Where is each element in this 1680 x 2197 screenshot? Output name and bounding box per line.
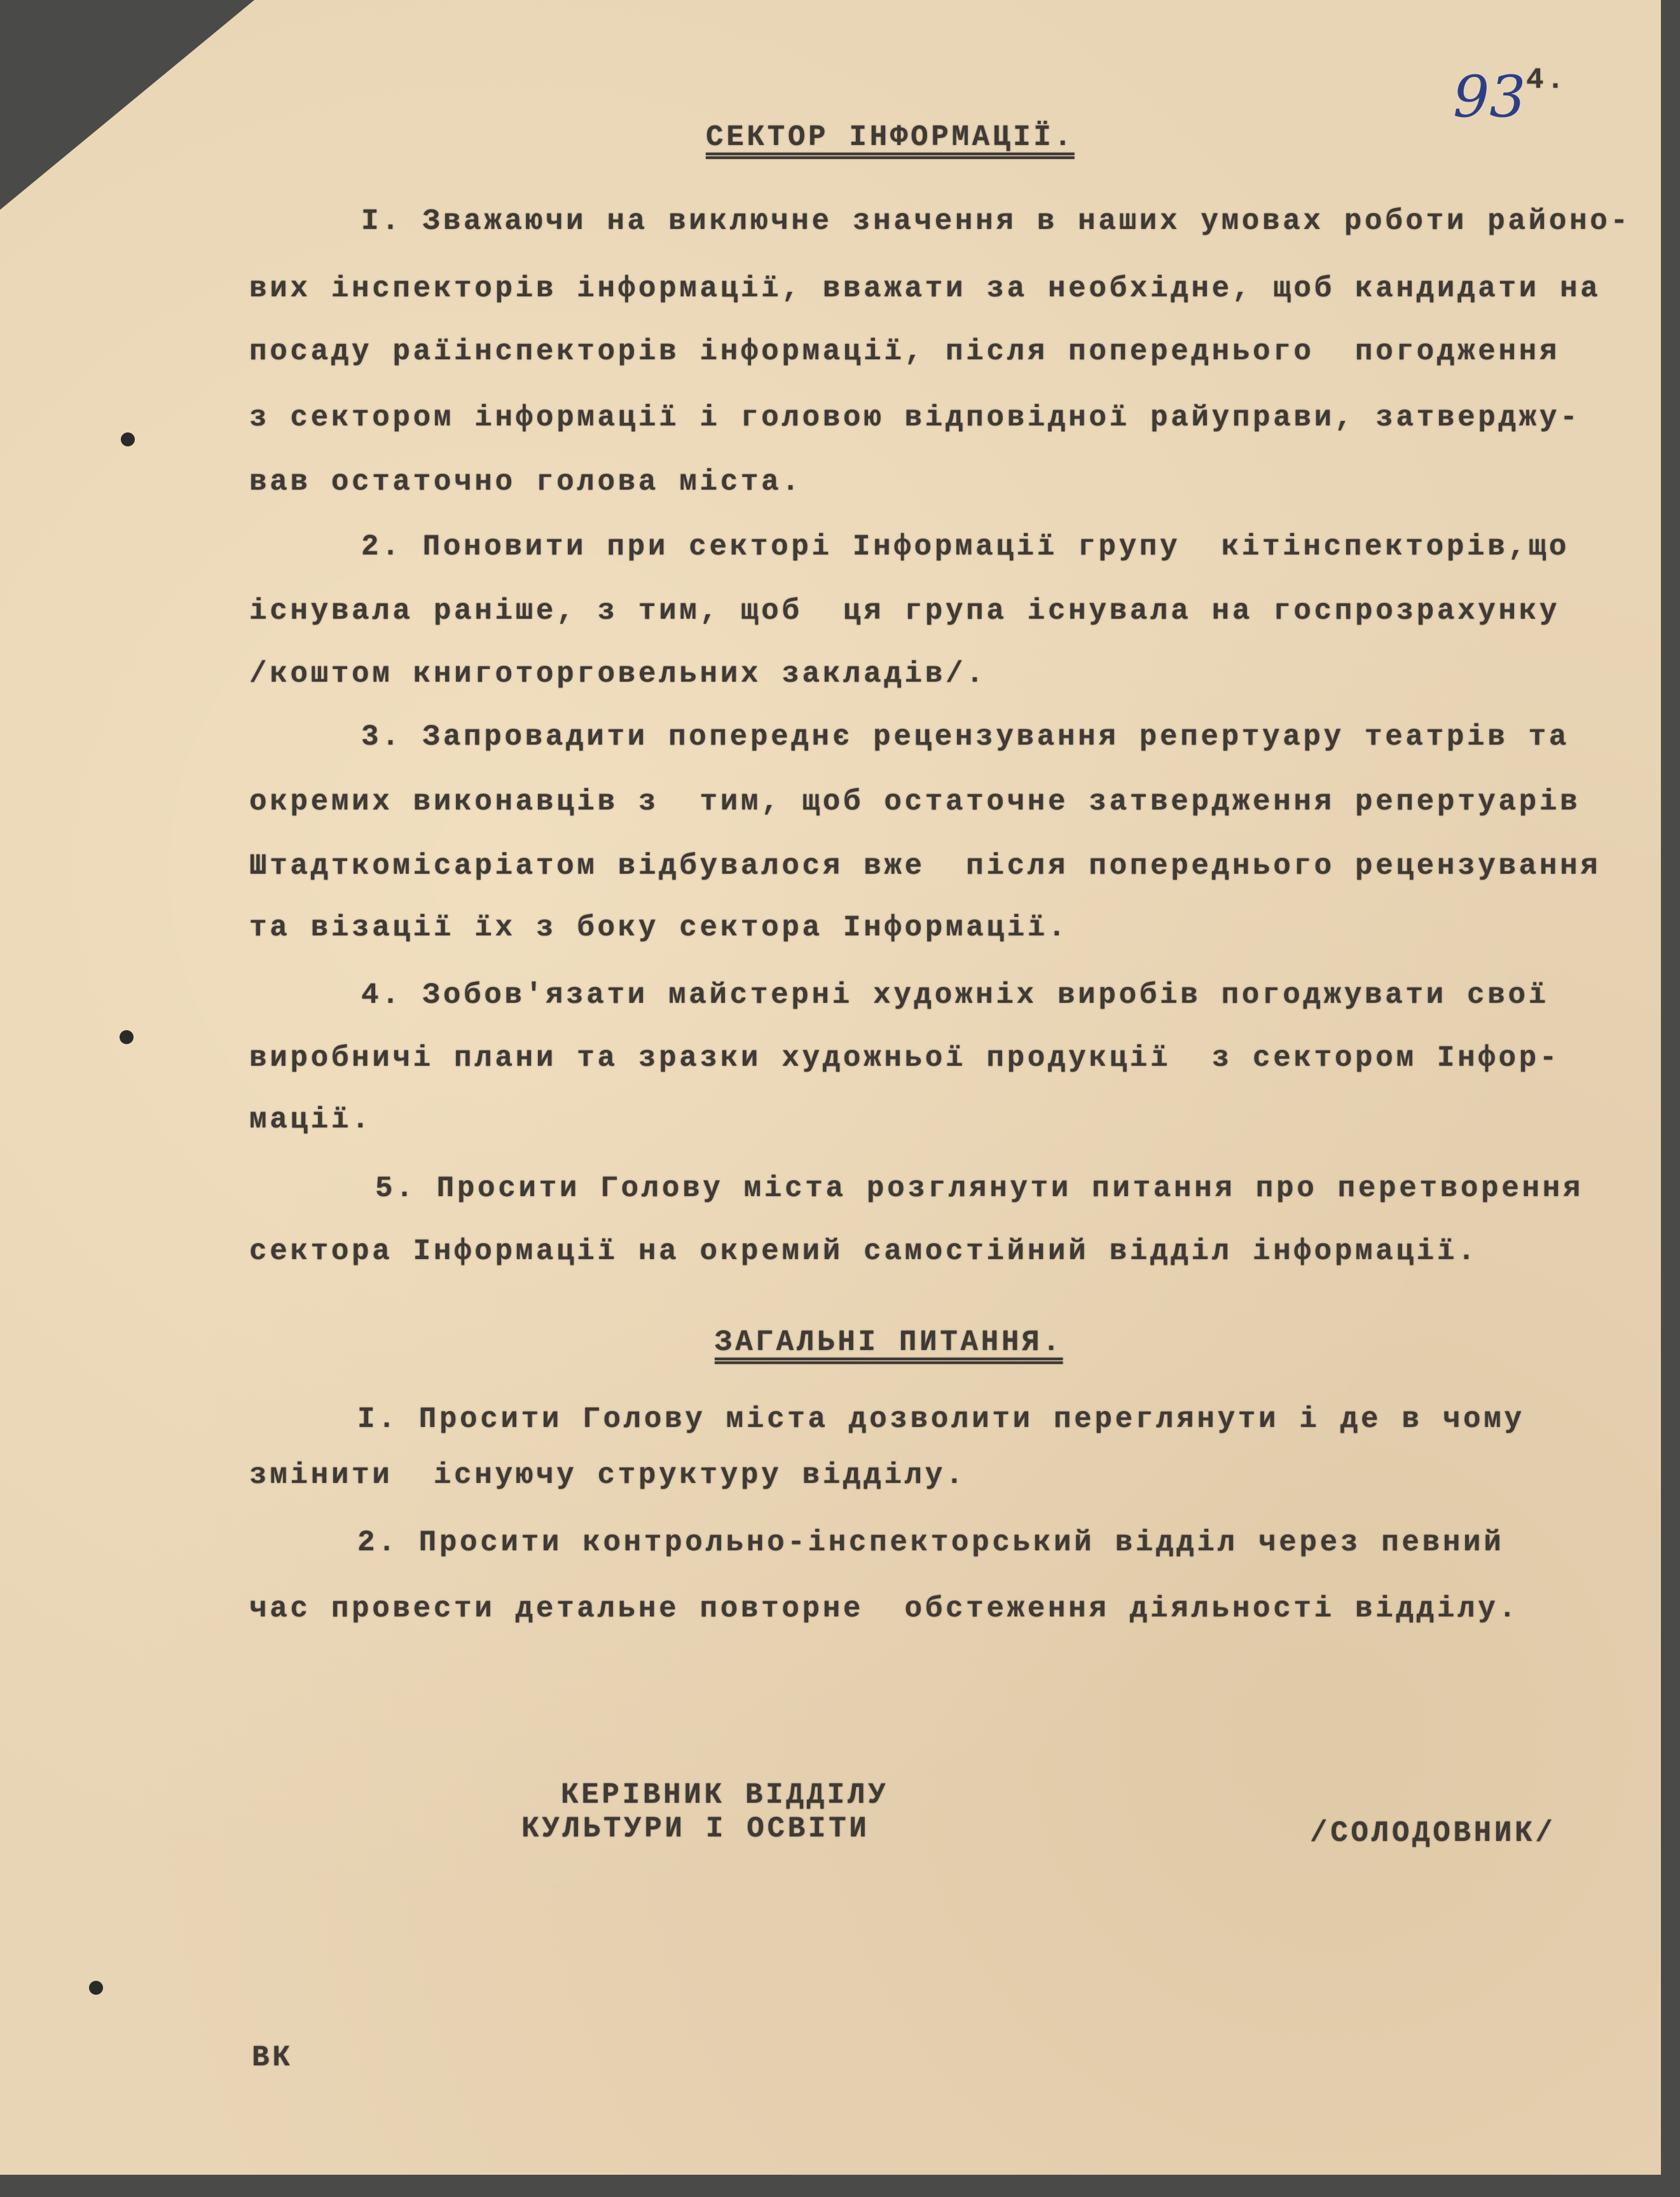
paragraph-line: 5. Просити Голову міста розглянути питання про перетворення: [375, 1172, 1584, 1205]
handwritten-folio-number: 93: [1453, 64, 1526, 130]
paragraph-line: Штадткомісаріатом відбувалося вже після попереднього рецензування: [249, 850, 1601, 883]
signature-name: /СОЛОДОВНИК/: [1310, 1817, 1556, 1850]
paragraph-line: мації.: [249, 1103, 373, 1136]
paragraph-line: сектора Інформації на окремий самостійний відділ інформації.: [249, 1235, 1478, 1268]
paragraph-line: та візації їх з боку сектора Інформації.: [249, 911, 1069, 944]
page-number: 4.: [1526, 64, 1567, 97]
paragraph-line: вих інспекторів інформації, вважати за необхідне, щоб кандидати на: [249, 272, 1601, 305]
paragraph-line: вав остаточно голова міста.: [249, 465, 802, 499]
signature-position: КЕРІВНИК ВІДДІЛУ: [561, 1779, 889, 1812]
section-title-sector: СЕКТОР ІНФОРМАЦІЇ.: [706, 121, 1075, 154]
paragraph-line: час провести детальне повторне обстеження діяльності відділу.: [249, 1592, 1519, 1625]
paragraph-line: окремих виконавців з тим, щоб остаточне затвердження репертуарів: [249, 785, 1581, 818]
paragraph-line: посаду раїінспекторів інформації, після попереднього погодження: [249, 335, 1560, 368]
paragraph-line: 2. Поновити при секторі Інформації групу кітінспекторів,що: [361, 530, 1570, 563]
section-title-general: ЗАГАЛЬНІ ПИТАННЯ.: [715, 1326, 1063, 1359]
punch-hole: [89, 1981, 103, 1995]
paragraph-line: виробничі плани та зразки художньої продукції з сектором Інфор-: [249, 1042, 1560, 1075]
paragraph-line: існувала раніше, з тим, щоб ця група існувала на госпрозрахунку: [249, 595, 1560, 628]
paragraph-line: з сектором інформації і головою відповідної райуправи, затверджу-: [249, 401, 1581, 434]
typist-initials: ВК: [252, 2041, 293, 2074]
paragraph-line: 3. Запровадити попереднє рецензування репертуару театрів та: [361, 720, 1570, 754]
punch-hole: [121, 432, 135, 446]
paragraph-line: 4. Зобов'язати майстерні художніх виробів погоджувати свої: [361, 979, 1549, 1012]
signature-position: КУЛЬТУРИ І ОСВІТИ: [521, 1812, 870, 1845]
paragraph-line: I. Просити Голову міста дозволити переглянути і де в чому: [357, 1403, 1525, 1436]
punch-hole: [120, 1030, 134, 1044]
paragraph-line: змінити існуючу структуру відділу.: [249, 1459, 967, 1492]
paragraph-line: /коштом книготорговельних закладів/.: [249, 658, 987, 691]
paragraph-line: I. Зважаючи на виключне значення в наших умовах роботи районо-: [361, 205, 1631, 238]
paragraph-line: 2. Просити контрольно-інспекторський відділ через певний: [357, 1526, 1504, 1559]
